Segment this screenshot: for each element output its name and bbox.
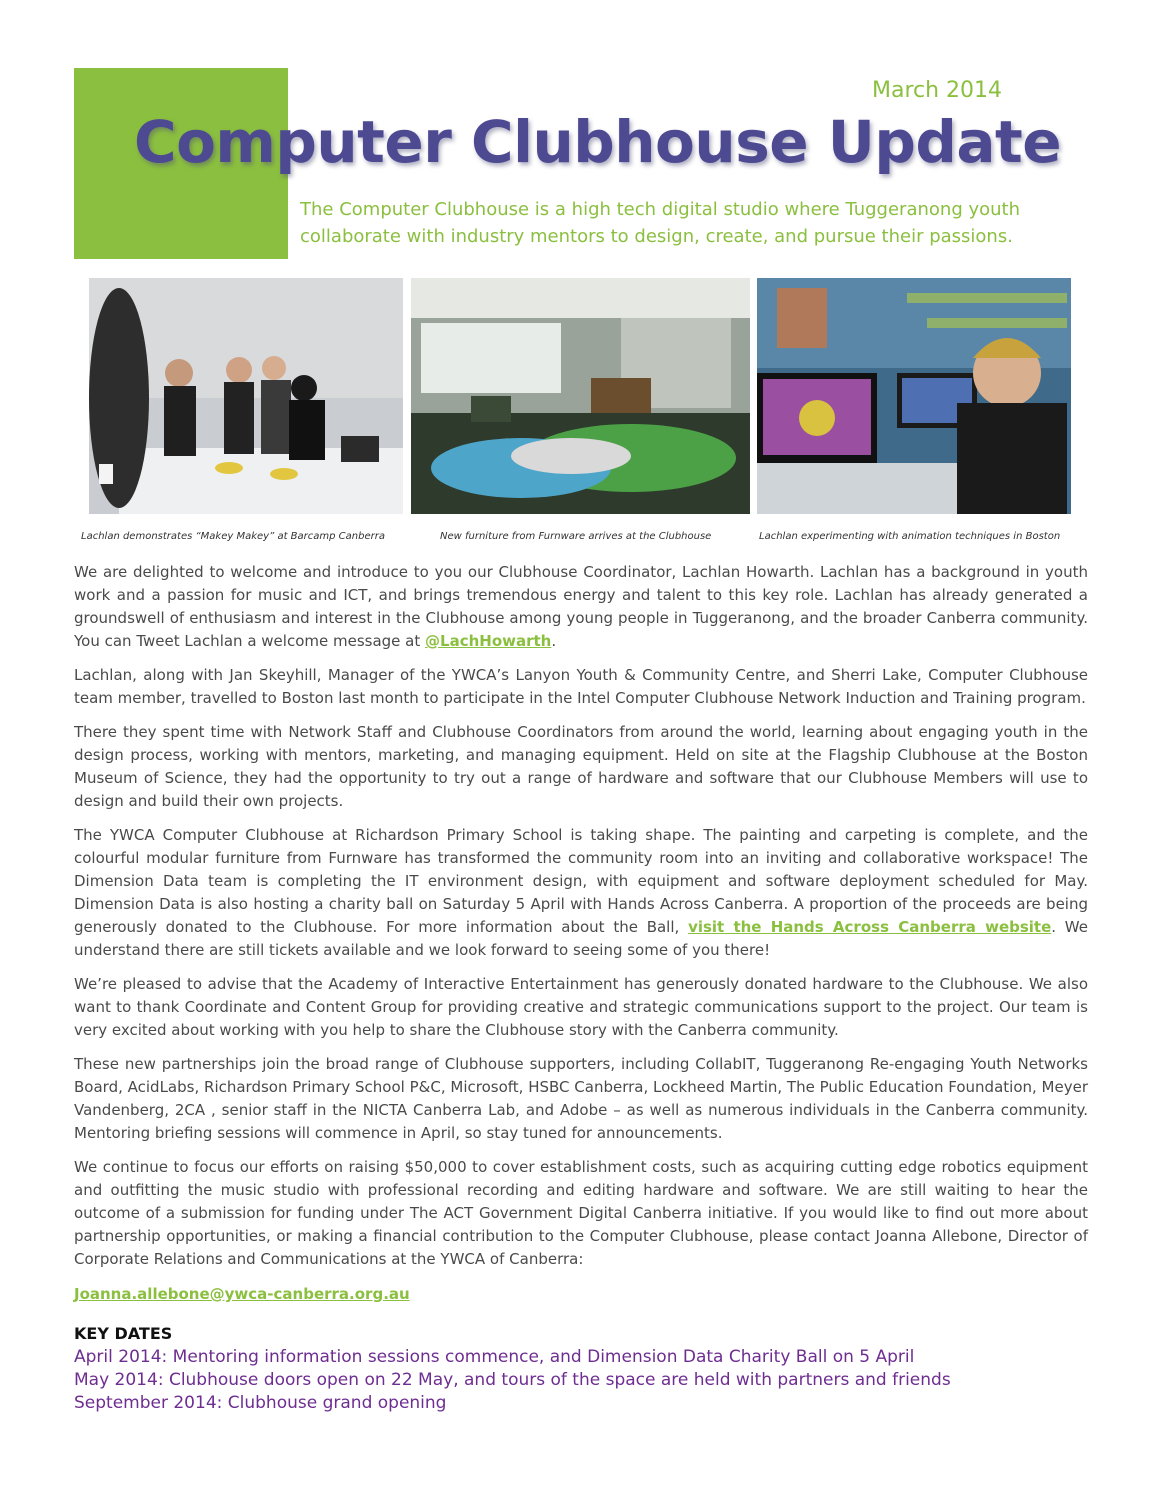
photo-animation-boston xyxy=(757,278,1071,514)
page-title: Computer Clubhouse Update xyxy=(134,108,1062,176)
paragraph-network-staff: There they spent time with Network Staff and Clubhouse Coordinators from around the world, learning about engaging youth in the design process, working with mentors, marketing, and managing equipment. Held on site at the Flagship Clubhouse at the Boston Museum of Science, they had the opportunity to try out a range of hardware and software that our Clubhouse Members will use to design and build their own projects. xyxy=(74,723,1088,810)
paragraph-fundraising: We continue to focus our efforts on raising $50,000 to cover establishment costs, such as acquiring cutting edge robotics equipment and outfitting the music studio with professional recording and editing hardware and software. We are still waiting to hear the outcome of a submission for funding under The ACT Government Digital Canberra initiative. If you would like to find out more about partnership opportunities, or making a financial contribution to the Computer Clubhouse, please contact Joanna Allebone, Director of Corporate Relations and Communications at the YWCA of Canberra: xyxy=(74,1158,1088,1268)
key-date-item: September 2014: Clubhouse grand opening xyxy=(74,1393,447,1413)
photo-makey-makey xyxy=(89,278,403,514)
photo-furnware-furniture xyxy=(411,278,750,514)
key-date-item: April 2014: Mentoring information sessions commence, and Dimension Data Charity Ball on 5 April xyxy=(74,1347,915,1367)
caption-photo-1: Lachlan demonstrates “Makey Makey” at Barcamp Canberra xyxy=(81,531,385,542)
key-dates-heading: KEY DATES xyxy=(74,1324,173,1343)
paragraph-clubhouse-progress: The YWCA Computer Clubhouse at Richardson Primary School is taking shape. The painting and carpeting is complete, and the colourful modular furniture from Furnware has transformed the community room into an inviting and collaborative workspace! The Dimension Data team is completing the IT environment design, with equipment and software deployment scheduled for May. Dimension Data is also hosting a charity ball on Saturday 5 April with Hands Across Canberra. A proportion of the proceeds are being generously donated to the Clubhouse. For more information about the Ball, visit the Hands Across Canberra website. We understand there are still tickets available and we look forward to seeing some of you there! xyxy=(74,826,1088,959)
paragraph-boston-trip: Lachlan, along with Jan Skeyhill, Manager of the YWCA’s Lanyon Youth & Community Centre, and Sherri Lake, Computer Clubhouse team member, travelled to Boston last month to participate in the Intel Computer Clubhouse Network Induction and Training program. xyxy=(74,666,1088,707)
hands-across-canberra-link[interactable]: visit the Hands Across Canberra website xyxy=(688,918,1052,936)
contact-email-link[interactable]: Joanna.allebone@ywca-canberra.org.au xyxy=(74,1285,410,1303)
paragraph-donations: We’re pleased to advise that the Academy of Interactive Entertainment has generously donated hardware to the Clubhouse. We also want to thank Coordinate and Content Group for providing creative and strategic communications support to the project. Our team is very excited about working with you help to share the Clubhouse story with the Canberra community. xyxy=(74,975,1088,1039)
paragraph-welcome: We are delighted to welcome and introduce to you our Clubhouse Coordinator, Lachlan Howarth. Lachlan has a background in youth work and a passion for music and ICT, and brings tremendous energy and talent to this key role. Lachlan has already generated a groundswell of enthusiasm and interest in the Clubhouse among young people in Tuggeranong, and the broader Canberra community. You can Tweet Lachlan a welcome message at @LachHowarth. xyxy=(74,563,1088,650)
twitter-handle-link[interactable]: @LachHowarth xyxy=(425,632,552,650)
paragraph-partnerships: These new partnerships join the broad range of Clubhouse supporters, including CollabIT, Tuggeranong Re-engaging Youth Networks Board, AcidLabs, Richardson Primary School P&C, Microsoft, HSBC Canberra, Lockheed Martin, The Public Education Foundation, Meyer Vandenberg, 2CA , senior staff in the NICTA Canberra Lab, and Adobe – as well as numerous individuals in the Canberra community. Mentoring briefing sessions will commence in April, so stay tuned for announcements. xyxy=(74,1055,1088,1142)
caption-photo-2: New furniture from Furnware arrives at the Clubhouse xyxy=(440,531,712,542)
article-body xyxy=(74,561,1088,1415)
issue-date: March 2014 xyxy=(872,78,1003,103)
intro-text: The Computer Clubhouse is a high tech digital studio where Tuggeranong youth collaborate with industry mentors to design, create, and pursue their passions. xyxy=(300,199,1020,247)
key-date-item: May 2014: Clubhouse doors open on 22 May, and tours of the space are held with partners and friends xyxy=(74,1370,951,1390)
caption-photo-3: Lachlan experimenting with animation techniques in Boston xyxy=(759,531,1061,542)
